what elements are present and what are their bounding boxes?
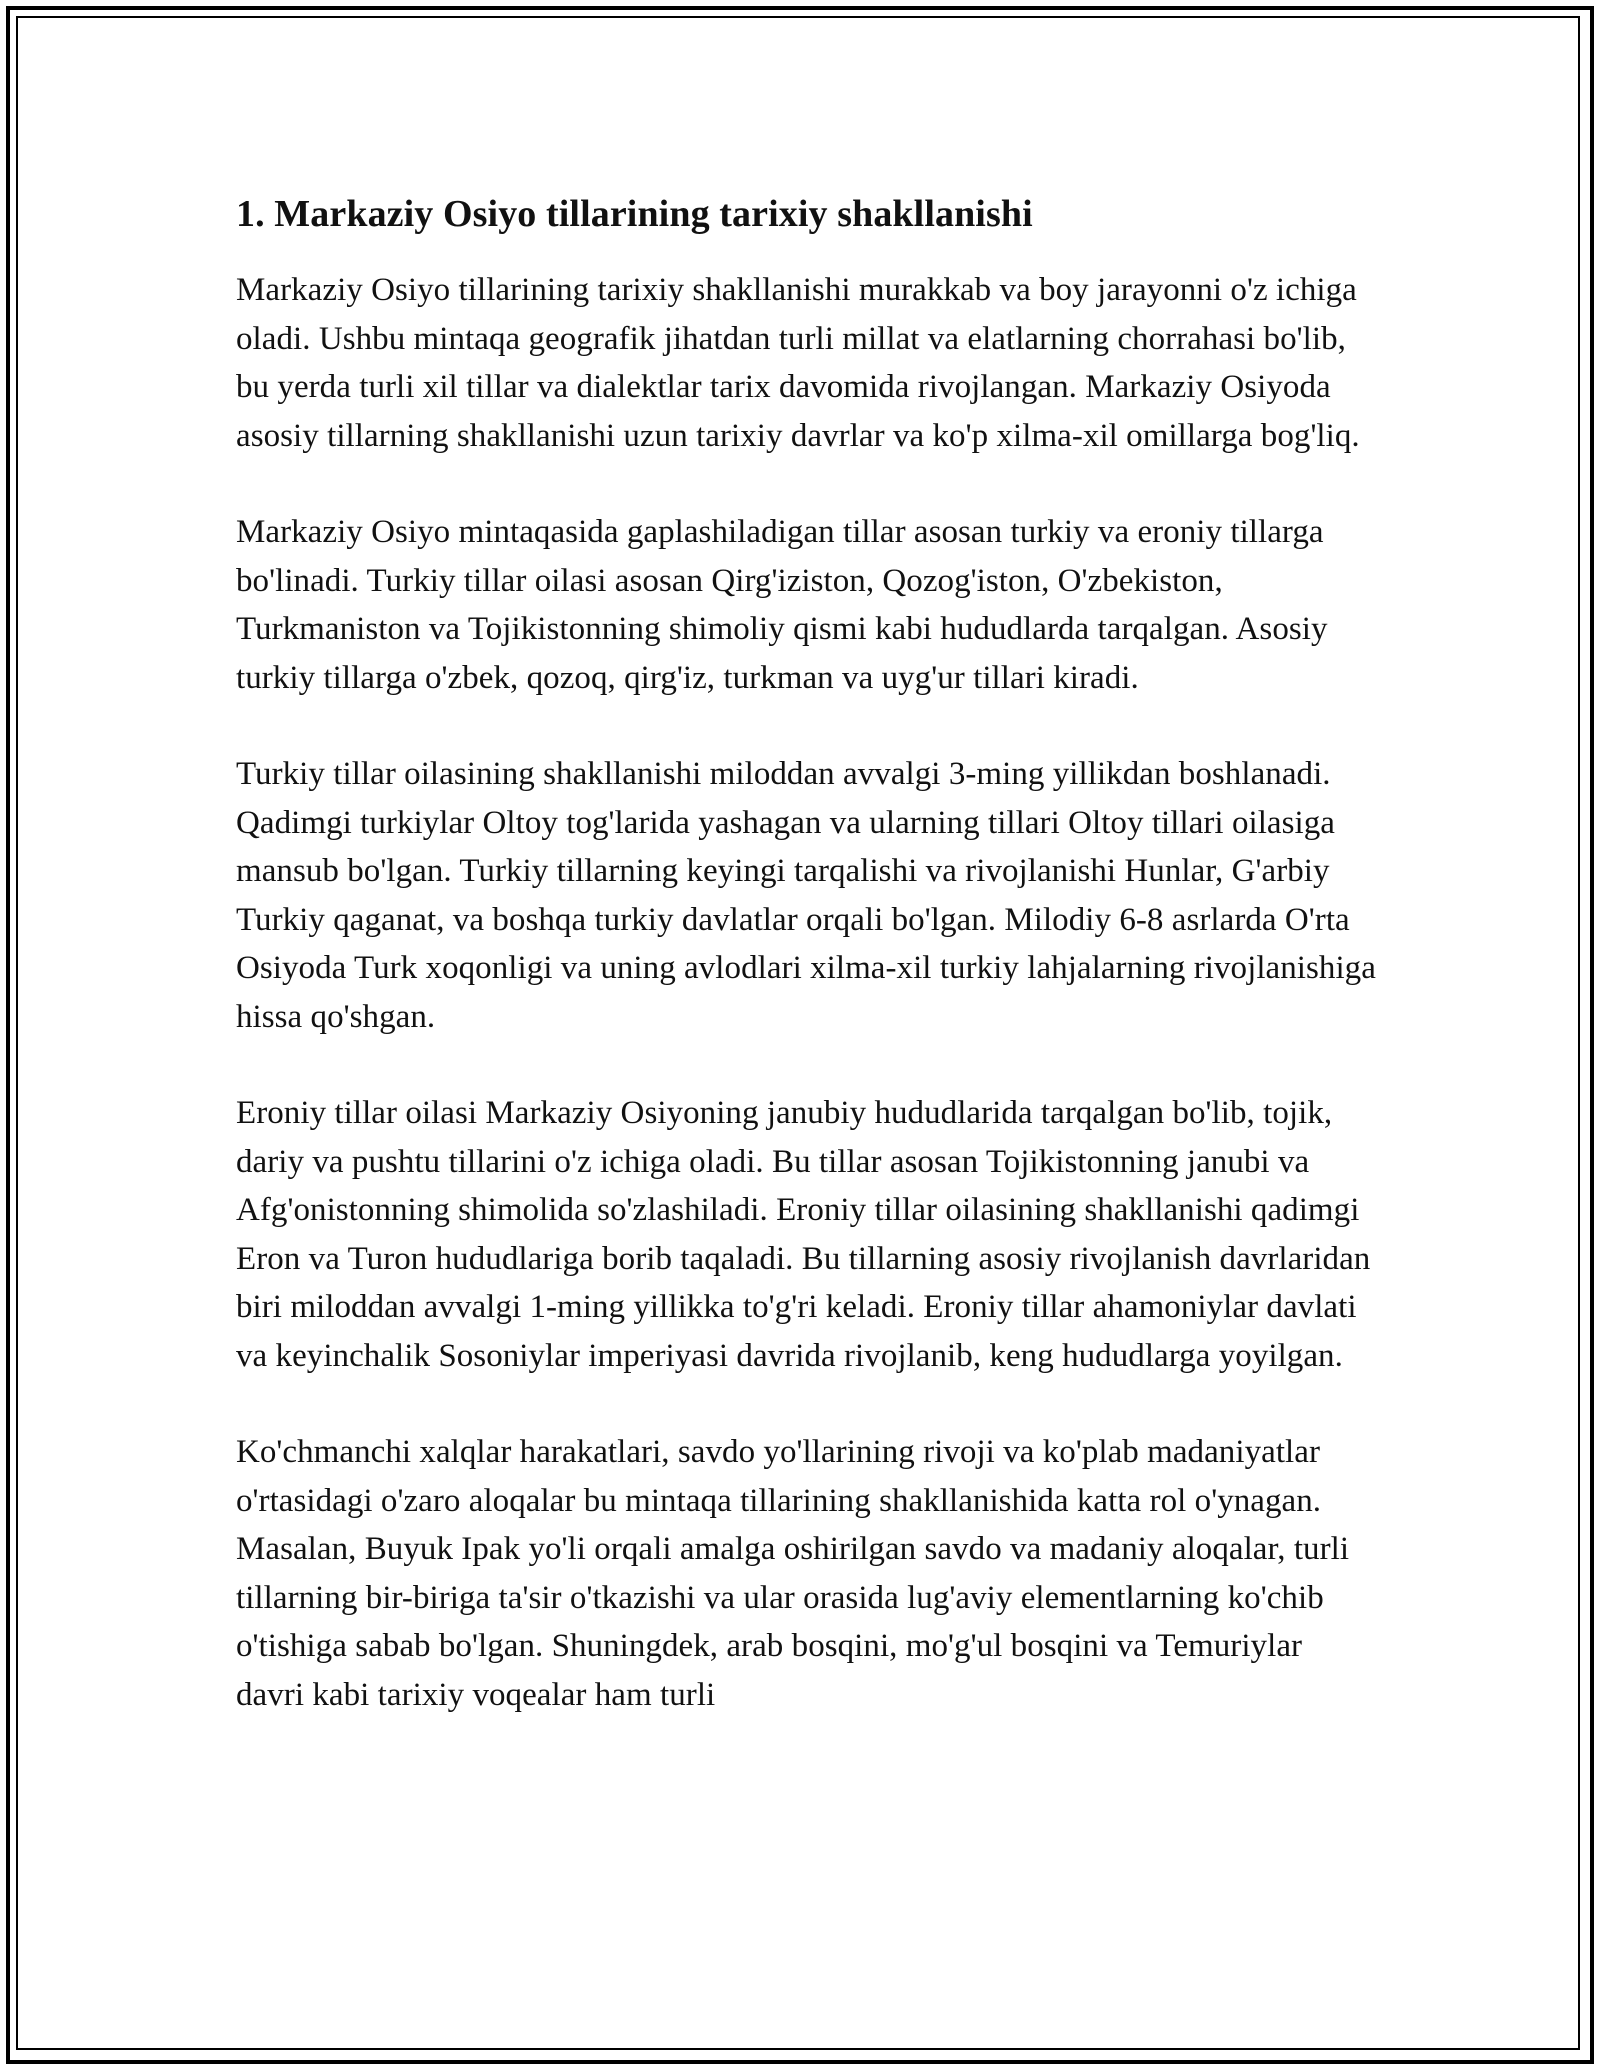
paragraph-2: Markaziy Osiyo mintaqasida gaplashiladigan tillar asosan turkiy va eroniy tillarga bo'linadi. Turkiy tillar oilasi asosan Qirg'iziston, Qozog'iston, O'zbekiston, Turkmaniston va Tojikistonning shimoliy qismi kabi hududlarda tarqalgan. Asosiy turkiy tillarga o'zbek, qozoq, qirg'iz, turkman va uyg'ur tillari kiradi.	[236, 514, 1328, 696]
document-body	[236, 186, 1376, 1767]
section-heading: 1. Markaziy Osiyo tillarining tarixiy shakllanishi	[236, 193, 1033, 235]
paragraph-1: Markaziy Osiyo tillarining tarixiy shakllanishi murakkab va boy jarayonni o'z ichiga oladi. Ushbu mintaqa geografik jihatdan turli millat va elatlarning chorrahasi bo'lib, bu yerda turli xil tillar va dialektlar tarix davomida rivojlangan. Markaziy Osiyoda asosiy tillarning shakllanishi uzun tarixiy davrlar va ko'p xilma-xil omillarga bog'liq.	[236, 272, 1360, 454]
paragraph-4: Eroniy tillar oilasi Markaziy Osiyoning janubiy hududlarida tarqalgan bo'lib, tojik, dariy va pushtu tillarini o'z ichiga oladi. Bu tillar asosan Tojikistonning janubi va Afg'onistonning shimolida so'zlashiladi. Eroniy tillar oilasining shakllanishi qadimgi Eron va Turon hududlariga borib taqaladi. Bu tillarning asosiy rivojlanish davrlaridan biri miloddan avvalgi 1-ming yillikka to'g'ri keladi. Eroniy tillar ahamoniylar davlati va keyinchalik Sosoniylar imperiyasi davrida rivojlanib, keng hududlarga yoyilgan.	[236, 1095, 1371, 1374]
paragraph-3: Turkiy tillar oilasining shakllanishi miloddan avvalgi 3-ming yillikdan boshlanadi. Qadimgi turkiylar Oltoy tog'larida yashagan va ularning tillari Oltoy tillari oilasiga mansub bo'lgan. Turkiy tillarning keyingi tarqalishi va rivojlanishi Hunlar, G'arbiy Turkiy qaganat, va boshqa turkiy davlatlar orqali bo'lgan. Milodiy 6-8 asrlarda O'rta Osiyoda Turk xoqonligi va uning avlodlari xilma-xil turkiy lahjalarning rivojlanishiga hissa qo'shgan.	[236, 756, 1376, 1035]
paragraph-5: Ko'chmanchi xalqlar harakatlari, savdo yo'llarining rivoji va ko'plab madaniyatlar o'rtasidagi o'zaro aloqalar bu mintaqa tillarining shakllanishida katta rol o'ynagan. Masalan, Buyuk Ipak yo'li orqali amalga oshirilgan savdo va madaniy aloqalar, turli tillarning bir-biriga ta'sir o'tkazishi va ular orasida lug'aviy elementlarning ko'chib o'tishiga sabab bo'lgan. Shuningdek, arab bosqini, mo'g'ul bosqini va Temuriylar davri kabi tarixiy voqealar ham turli	[236, 1434, 1350, 1713]
